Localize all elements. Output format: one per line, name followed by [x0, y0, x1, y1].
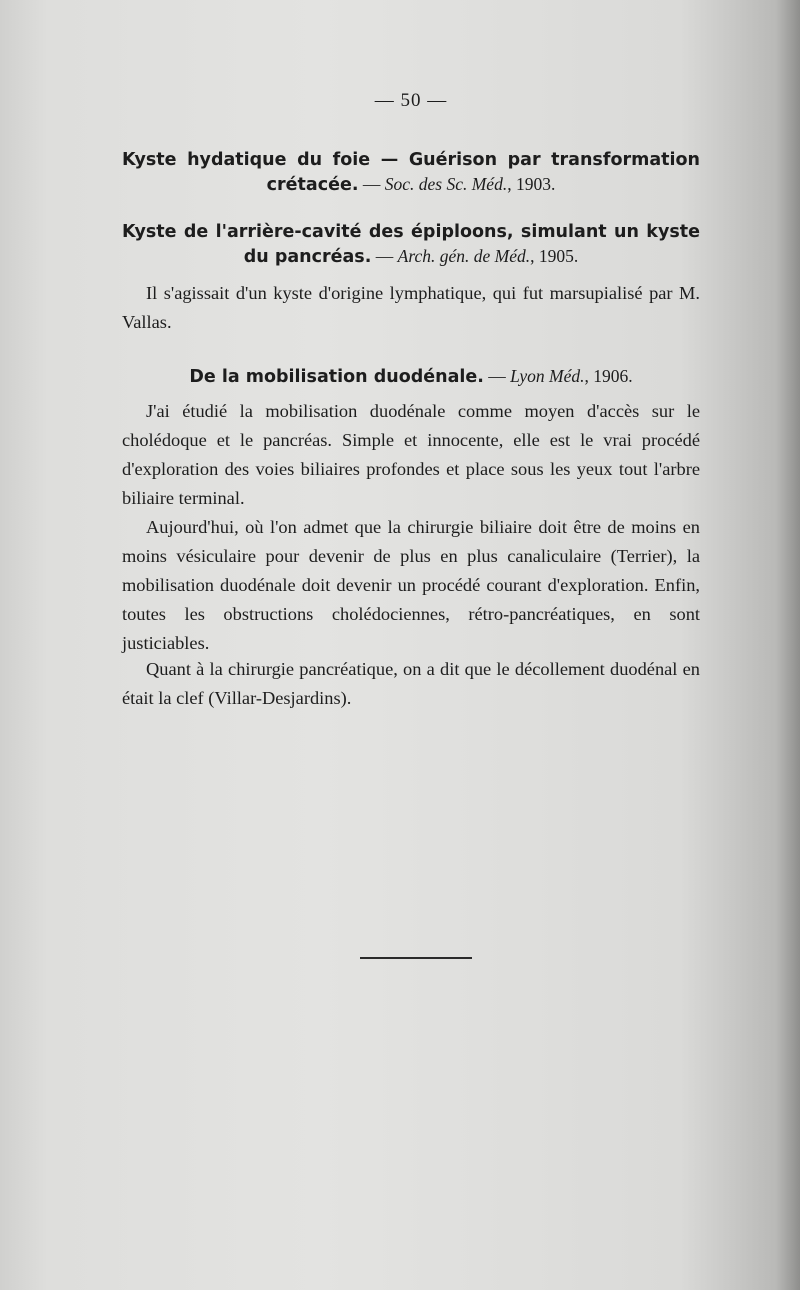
entry-separator: — — [358, 174, 385, 194]
entry-title-kyste-arriere-cavite — [122, 220, 700, 269]
entry-title-mobilisation-duodenale — [122, 364, 700, 389]
entry-title-text: De la mobilisation duodénale. — [189, 367, 484, 387]
paragraph-kyste-lymphatique: Il s'agissait d'un kyste d'origine lymphatique, qui fut marsupialisé par M. Vallas. — [122, 283, 700, 332]
entry-source: Arch. gén. de Méd. — [397, 246, 531, 266]
paragraph-chirurgie-biliaire: Aujourd'hui, où l'on admet que la chirurgie biliaire doit être de moins en moins vésiculaire pour devenir de plus en plus canaliculaire (Terrier), la mobilisation duodénale doit devenir un procédé courant d'exploration. Enfin, toutes les obstructions cholédociennes, rétro-pancréatiques, en sont justiciables. — [122, 517, 700, 653]
paragraph-mobilisation-intro: J'ai étudié la mobilisation duodénale comme moyen d'accès sur le cholédoque et le pancréas. Simple et innocente, elle est le vrai procédé d'exploration des voies biliaires profondes et place sous les yeux tout l'arbre biliaire terminal. — [122, 401, 700, 508]
entry-separator: — — [371, 246, 398, 266]
entry-title-text: Kyste de l'arrière-cavité des épiploons, simulant un kyste du pancréas. — [122, 222, 700, 267]
entry-year: , 1905. — [530, 246, 579, 266]
entry-source: Soc. des Sc. Méd. — [384, 174, 508, 194]
entry-source: Lyon Méd. — [510, 366, 585, 386]
entry-year: , 1906. — [584, 366, 633, 386]
page-number: — 50 — — [374, 90, 448, 111]
entry-title-text: Kyste hydatique du foie — Guérison par transformation crétacée. — [122, 150, 700, 195]
entry-title-kyste-hydatique — [122, 148, 700, 197]
paragraph-chirurgie-pancreatique: Quant à la chirurgie pancréatique, on a dit que le décollement duodénal en était la clef (Villar-Desjardins). — [122, 659, 700, 708]
section-divider — [360, 957, 472, 959]
entry-year: , 1903. — [507, 174, 556, 194]
entry-separator: — — [483, 366, 511, 386]
